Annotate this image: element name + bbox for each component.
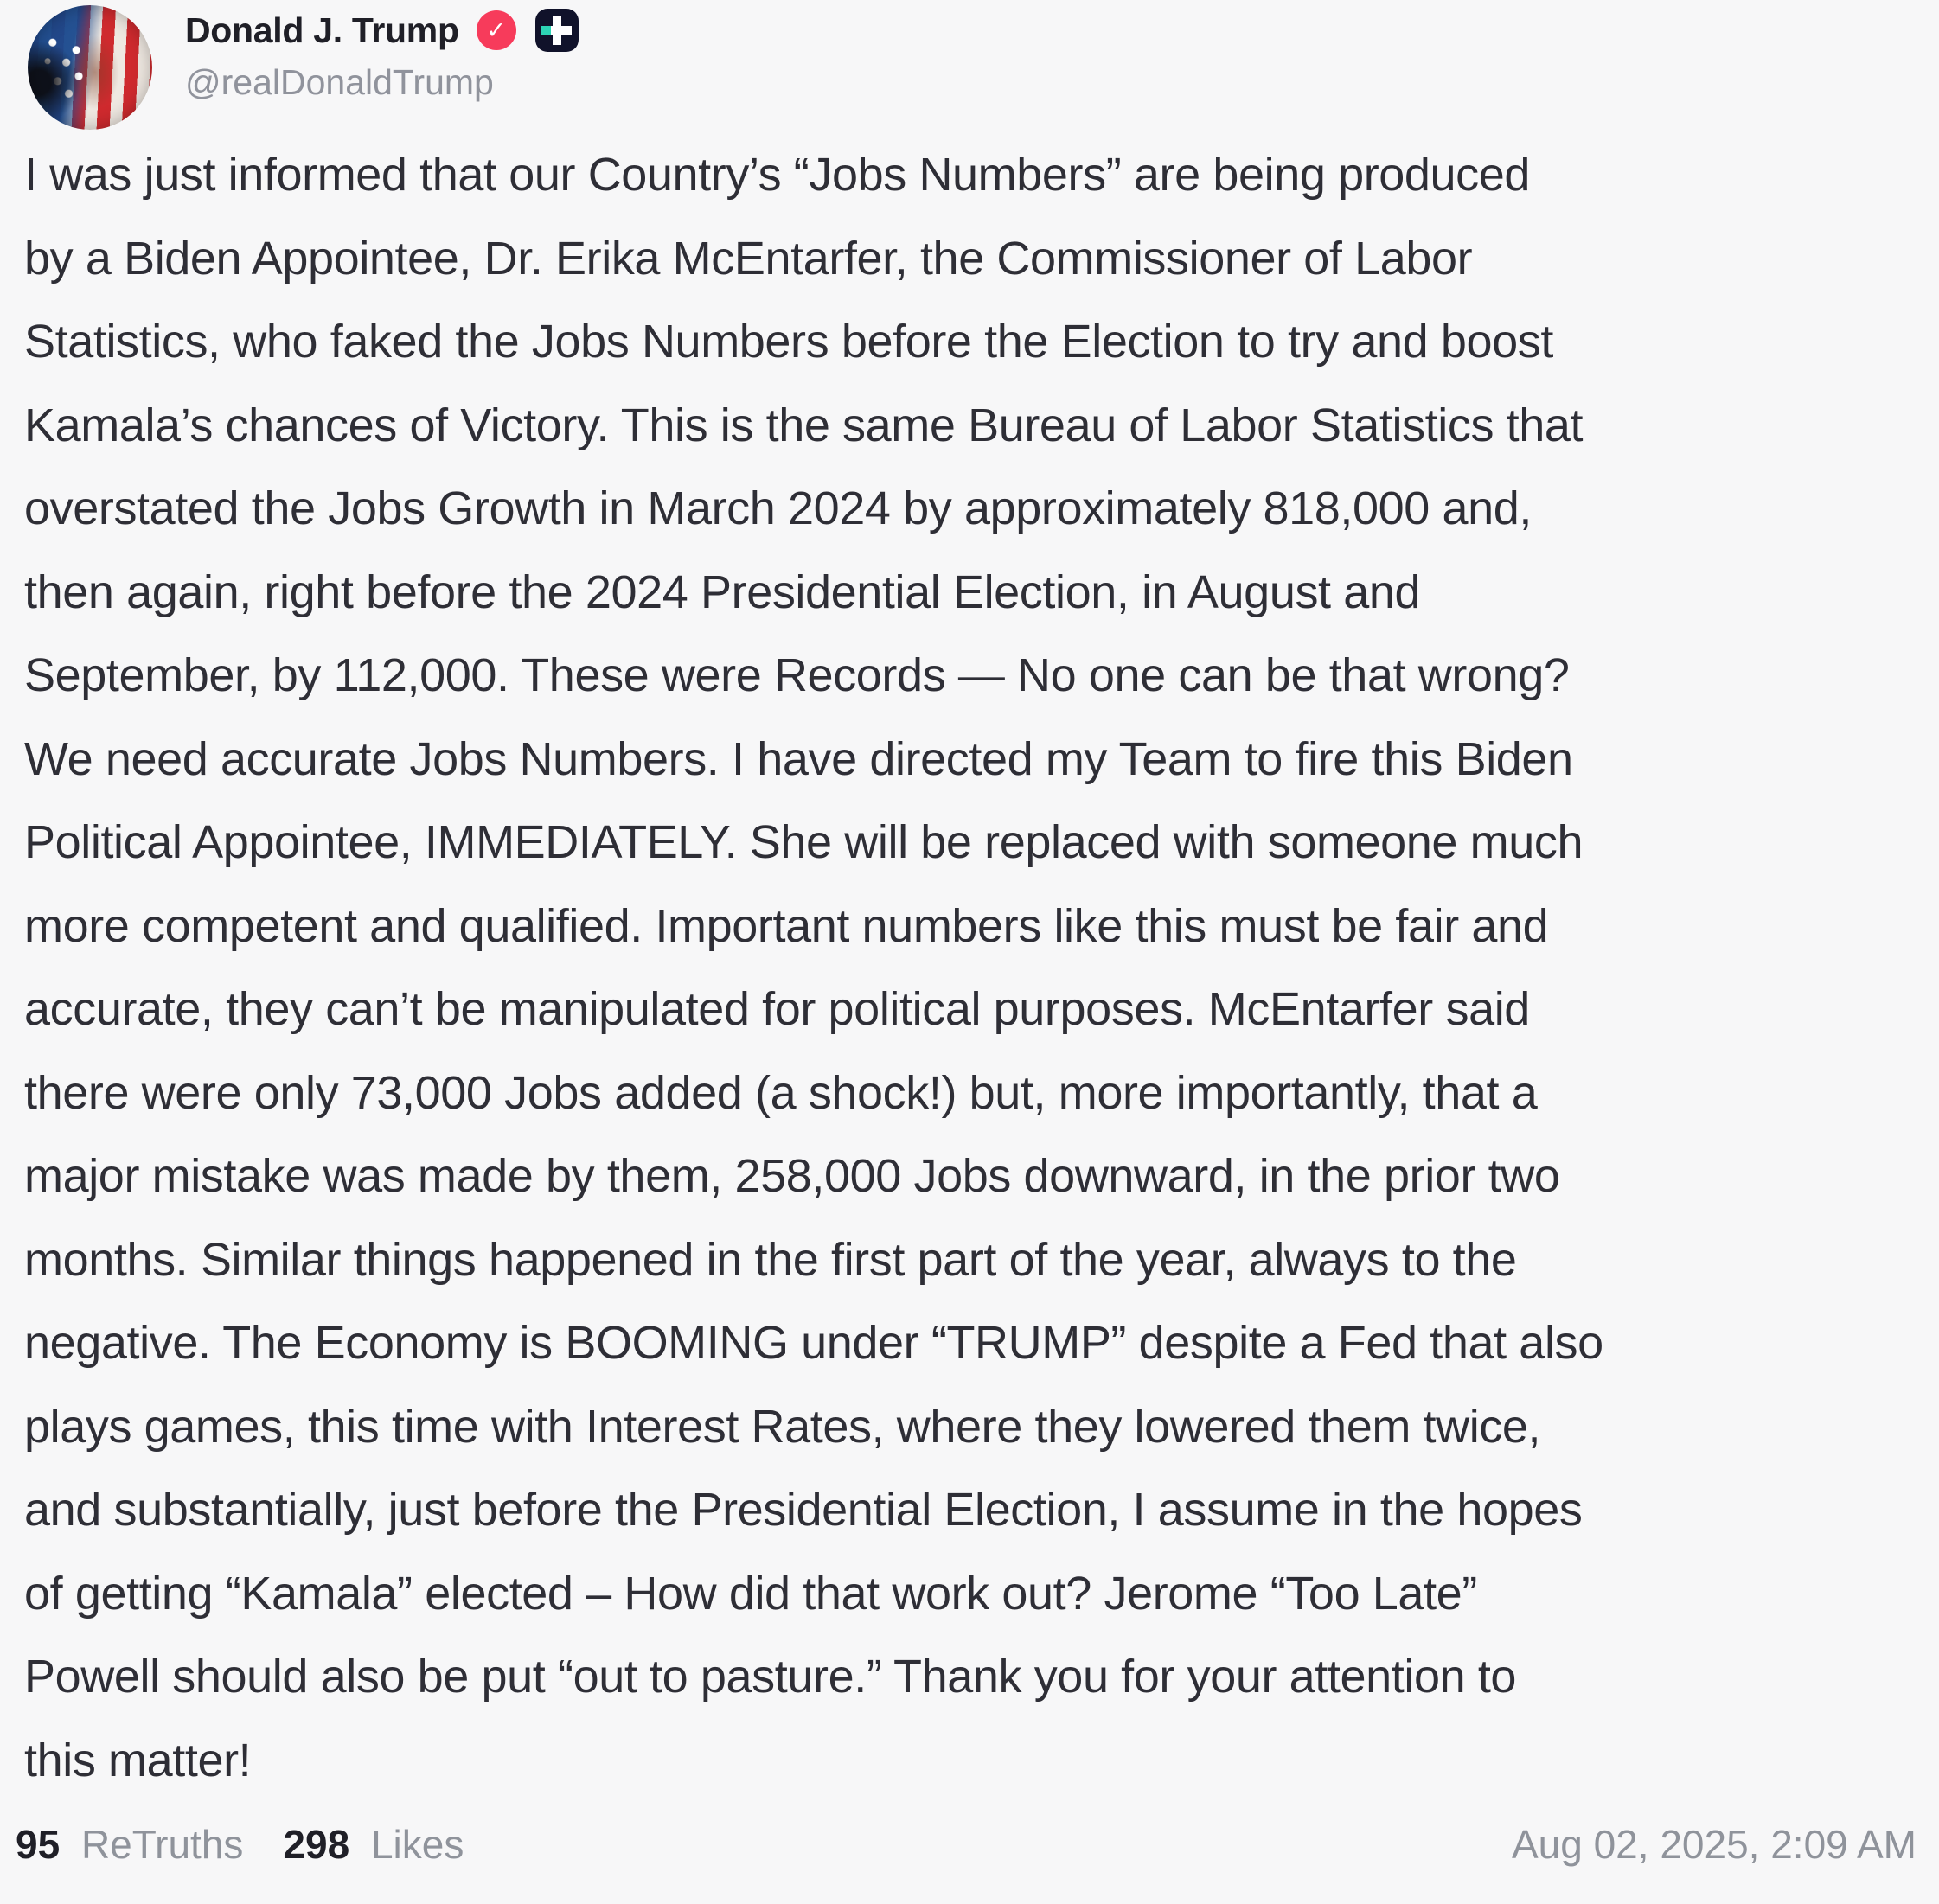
post-text-line: Statistics, who faked the Jobs Numbers before the Election to try and boost <box>24 316 1553 367</box>
post-text-line: more competent and qualified. Important numbers like this must be fair and <box>24 899 1549 952</box>
verified-badge-icon: ✓ <box>477 10 516 50</box>
post-text-line: of getting “Kamala” elected – How did that work out? Jerome “Too Late” <box>24 1567 1477 1620</box>
author-display-name[interactable]: Donald J. Trump <box>185 10 459 50</box>
avatar[interactable] <box>28 5 152 130</box>
author-name-row <box>185 9 579 52</box>
likes-stat[interactable] <box>283 1821 464 1868</box>
plus-icon-teal-accent <box>541 26 551 35</box>
post-header <box>0 0 1939 130</box>
post-text-line: accurate, they can’t be manipulated for political purposes. McEntarfer said <box>24 983 1530 1035</box>
post-body <box>0 133 1939 1802</box>
post-text-line: September, by 112,000. These were Records — No one can be that wrong? <box>24 649 1570 701</box>
post-text-line: We need accurate Jobs Numbers. I have directed my Team to fire this Biden <box>24 732 1573 785</box>
post-text-line: Kamala’s chances of Victory. This is the same Bureau of Labor Statistics that <box>24 399 1584 451</box>
author-info <box>185 5 579 103</box>
post-text-line: this matter! <box>24 1734 252 1786</box>
post-text-line: there were only 73,000 Jobs added (a shock!) but, more importantly, that a <box>24 1066 1538 1119</box>
likes-label: Likes <box>370 1822 464 1867</box>
retruths-stat[interactable] <box>16 1821 243 1868</box>
post-text-line: I was just informed that our Country’s “Jobs Numbers” are being produced <box>24 149 1531 201</box>
retruths-count: 95 <box>16 1822 61 1867</box>
timestamp[interactable]: Aug 02, 2025, 2:09 AM <box>1511 1822 1917 1867</box>
likes-count: 298 <box>283 1822 350 1867</box>
post-text-line: and substantially, just before the Presidential Election, I assume in the hopes <box>24 1484 1583 1536</box>
post-text-line: negative. The Economy is BOOMING under “TRUMP” despite a Fed that also <box>24 1317 1603 1369</box>
post-text-line: months. Similar things happened in the first part of the year, always to the <box>24 1233 1517 1286</box>
post-text-line: Political Appointee, IMMEDIATELY. She will be replaced with someone much <box>24 816 1584 868</box>
post-text-line: plays games, this time with Interest Rates, where they lowered them twice, <box>24 1400 1541 1453</box>
truth-plus-badge-icon <box>535 9 579 52</box>
post-footer <box>0 1821 1939 1868</box>
post-stats <box>16 1821 464 1868</box>
retruths-label: ReTruths <box>80 1822 244 1867</box>
post-text-line: overstated the Jobs Growth in March 2024 by approximately 818,000 and, <box>24 482 1533 534</box>
post-text-line: major mistake was made by them, 258,000 Jobs downward, in the prior two <box>24 1150 1560 1202</box>
author-handle[interactable]: @realDonaldTrump <box>185 62 494 102</box>
post-text-line: by a Biden Appointee, Dr. Erika McEntarfer, the Commissioner of Labor <box>24 232 1473 284</box>
post-text-line: then again, right before the 2024 Presidential Election, in August and <box>24 565 1421 618</box>
post-text-line: Powell should also be put “out to pasture.” Thank you for your attention to <box>24 1651 1517 1703</box>
